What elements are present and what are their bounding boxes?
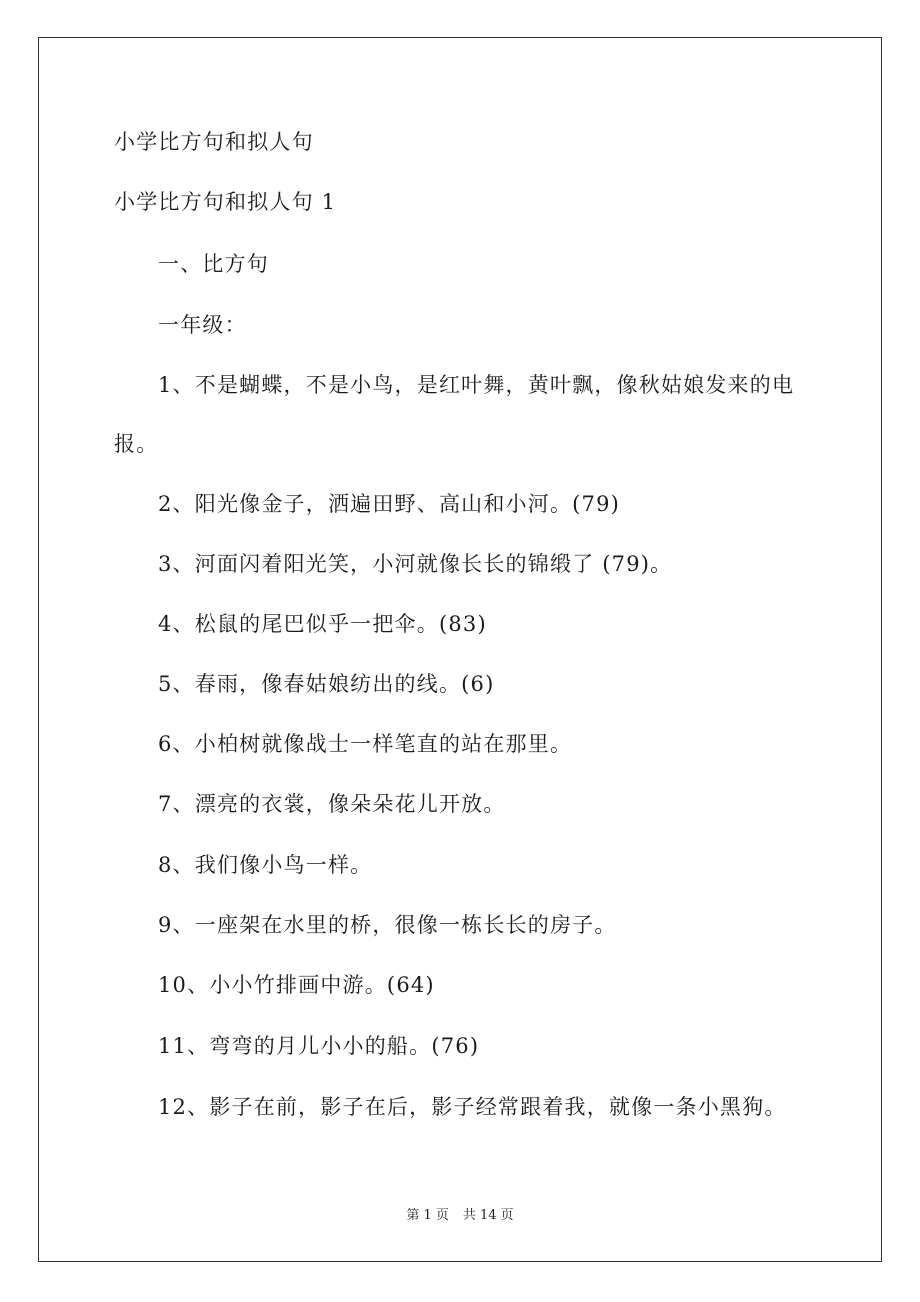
page-footer bbox=[0, 1208, 920, 1224]
list-item-continuation: 报。 bbox=[114, 432, 159, 456]
page-border bbox=[38, 37, 882, 1262]
list-item: 7、漂亮的衣裳，像朵朵花儿开放。 bbox=[158, 792, 506, 816]
grade-heading: 一年级： bbox=[158, 313, 247, 337]
list-item: 8、我们像小鸟一样。 bbox=[158, 853, 373, 877]
list-item: 6、小柏树就像战士一样笔直的站在那里。 bbox=[158, 732, 573, 756]
section-heading: 一、比方句 bbox=[158, 252, 269, 276]
list-item: 9、一座架在水里的桥，很像一栋长长的房子。 bbox=[158, 913, 617, 937]
page-number: 第 1 页 bbox=[406, 1208, 449, 1223]
list-item: 10、小小竹排画中游。(64) bbox=[158, 973, 435, 997]
list-item: 5、春雨，像春姑娘纺出的线。(6) bbox=[158, 672, 495, 696]
document-title: 小学比方句和拟人句 bbox=[114, 130, 314, 154]
list-item: 3、河面闪着阳光笑，小河就像长长的锦缎了 (79)。 bbox=[158, 552, 673, 576]
list-item: 4、松鼠的尾巴似乎一把伞。(83) bbox=[158, 612, 487, 636]
list-item: 12、影子在前，影子在后，影子经常跟着我，就像一条小黑狗。 bbox=[158, 1095, 787, 1119]
document-subtitle: 小学比方句和拟人句 1 bbox=[114, 190, 337, 214]
list-item: 1、不是蝴蝶，不是小鸟，是红叶舞，黄叶飘，像秋姑娘发来的电 bbox=[158, 373, 795, 397]
page-total: 共 14 页 bbox=[462, 1208, 514, 1223]
list-item: 2、阳光像金子，洒遍田野、高山和小河。(79) bbox=[158, 492, 621, 516]
list-item: 11、弯弯的月儿小小的船。(76) bbox=[158, 1034, 480, 1058]
